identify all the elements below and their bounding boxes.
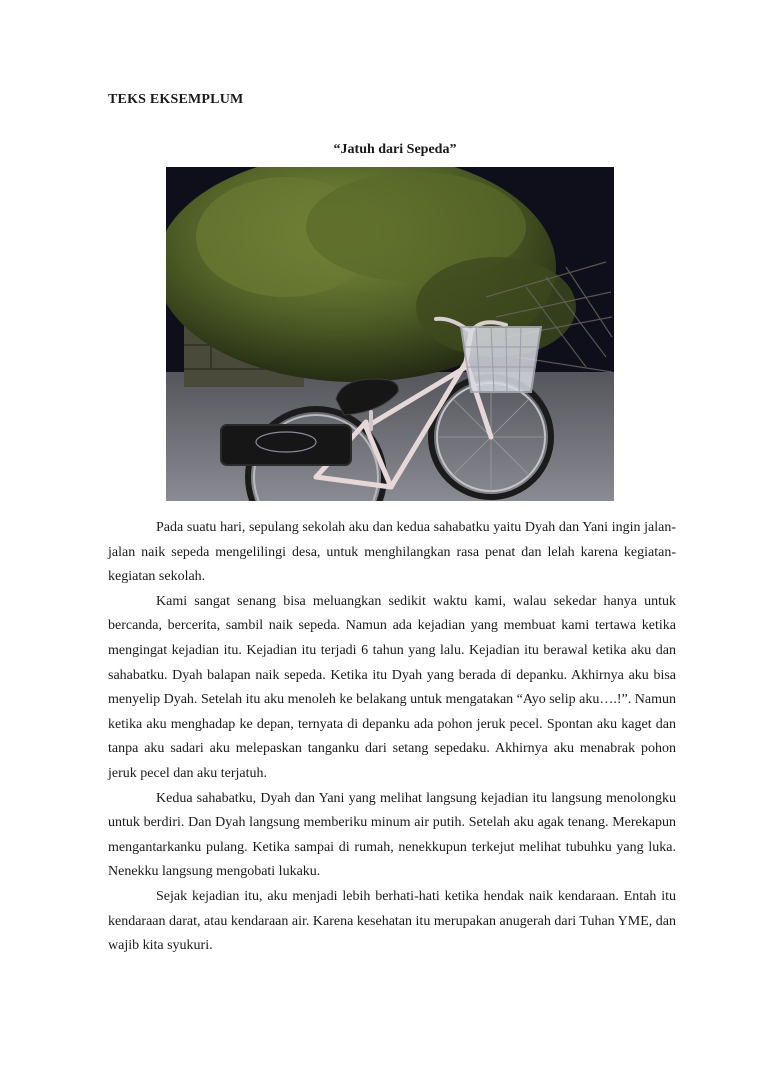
story-body (108, 516, 676, 959)
paragraph-4: Sejak kejadian itu, aku menjadi lebih berhati-hati ketika hendak naik kendaraan. Entah itu kendaraan darat, atau kendaraan air. Karena kesehatan itu merupakan anugerah dari Tuhan YME, dan wajib kita syukuri. (108, 888, 676, 954)
story-title (0, 142, 768, 158)
paragraph-2: Kami sangat senang bisa meluangkan sedikit waktu kami, walau sekedar hanya untuk bercanda, bercerita, sambil naik sepeda. Namun ada kejadian yang membuat kami tertawa ketika mengingat kejadian itu. Kejadian itu terjadi 6 tahun yang lalu. Kejadian itu berawal ketika aku dan sahabatku. Dyah balapan naik sepeda. Ketika itu Dyah yang berada di depanku. Akhirnya aku bisa menyelip Dyah. Setelah itu aku menoleh ke belakang untuk mengatakan “Ayo selip aku….!”. Namun ketika aku menghadap ke depan, ternyata di depanku ada pohon jeruk pecel. Spontan aku kaget dan tanpa aku sadari aku melepaskan tanganku dari setang sepedaku. Akhirnya aku menabrak pohon jeruk pecel dan aku terjatuh. (108, 593, 676, 781)
bicycle-photo (166, 167, 614, 501)
rear-rack (221, 425, 351, 465)
document-heading: TEKS EKSEMPLUM (108, 92, 244, 107)
bicycle-photo-illustration (166, 167, 614, 501)
paragraph-1: Pada suatu hari, sepulang sekolah aku dan kedua sahabatku yaitu Dyah dan Yani ingin jalan-jalan naik sepeda mengelilingi desa, untuk menghilangkan rasa penat dan lelah karena kegiatan-kegiatan sekolah. (108, 520, 676, 585)
front-basket (461, 327, 541, 392)
story-title-text: “Jatuh dari Sepeda” (333, 142, 457, 157)
paragraph-3: Kedua sahabatku, Dyah dan Yani yang melihat langsung kejadian itu langsung menolongku untuk berdiri. Dan Dyah langsung memberiku minum air putih. Setelah aku agak tenang. Merekapun mengantarkanku pulang. Ketika sampai di rumah, nenekkupun terkejut melihat tubuhku yang luka. Nenekku langsung mengobati lukaku. (108, 790, 676, 880)
